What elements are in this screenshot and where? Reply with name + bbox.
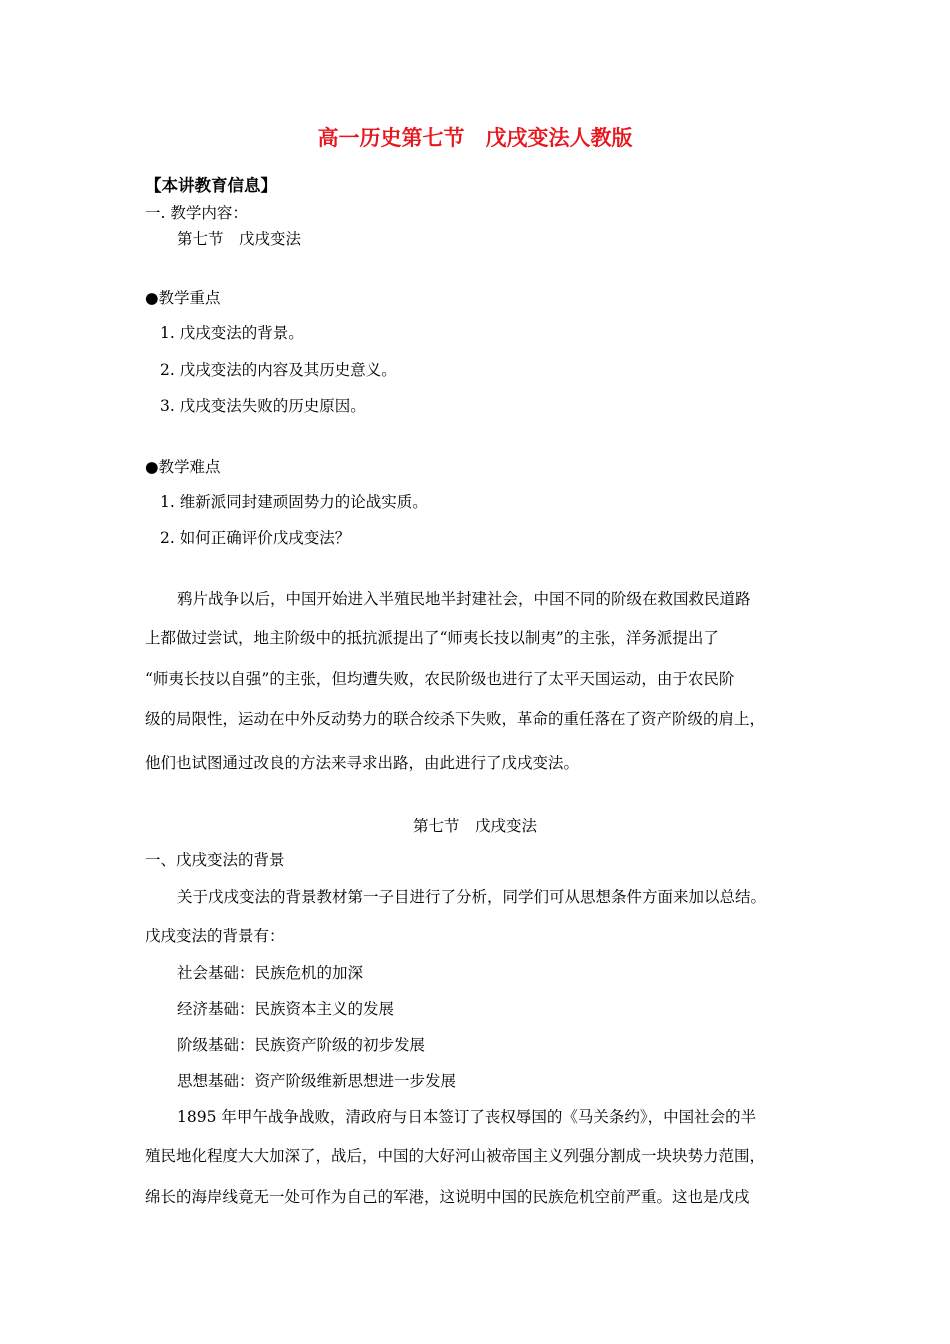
difficult-point-item: 1. 维新派同封建顽固势力的论战实质。	[160, 493, 428, 511]
key-point-item: 1. 戊戌变法的背景。	[160, 324, 304, 342]
key-point-item: 2. 戊戌变法的内容及其历史意义。	[160, 361, 397, 379]
foundation-item: 社会基础：民族危机的加深	[177, 964, 364, 982]
content-value: 第七节 戊戌变法	[177, 230, 302, 248]
foundation-item: 经济基础：民族资本主义的发展	[177, 1000, 395, 1018]
intro-line: 他们也试图通过改良的方法来寻求出路，由此进行了戊戌变法。	[145, 754, 580, 772]
key-points-header: ●教学重点	[145, 289, 221, 307]
foundation-item: 思想基础：资产阶级维新思想进一步发展	[177, 1072, 457, 1090]
intro-line: 级的局限性，运动在中外反动势力的联合绞杀下失败，革命的重任落在了资产阶级的肩上，	[145, 710, 766, 728]
info-header: 【本讲教育信息】	[145, 176, 277, 195]
intro-line: 鸦片战争以后，中国开始进入半殖民地半封建社会，中国不同的阶级在救国救民道路	[177, 590, 751, 608]
background-line: 戊戌变法的背景有：	[145, 927, 285, 945]
background-line: 关于戊戌变法的背景教材第一子目进行了分析，同学们可从思想条件方面来加以总结。	[177, 888, 767, 906]
body-line: 1895 年甲午战争战败，清政府与日本签订了丧权辱国的《马关条约》，中国社会的半	[177, 1108, 757, 1126]
intro-line: 上都做过尝试，地主阶级中的抵抗派提出了“师夷长技以制夷”的主张，洋务派提出了	[145, 629, 719, 647]
difficult-points-header: ●教学难点	[145, 458, 221, 476]
body-line: 绵长的海岸线竟无一处可作为自己的军港，这说明中国的民族危机空前严重。这也是戊戌	[145, 1188, 750, 1206]
key-point-item: 3. 戊戌变法失败的历史原因。	[160, 397, 366, 415]
difficult-point-item: 2. 如何正确评价戊戌变法？	[160, 529, 351, 547]
foundation-item: 阶级基础：民族资产阶级的初步发展	[177, 1036, 426, 1054]
content-label: 一. 教学内容：	[145, 204, 248, 222]
document-title: 高一历史第七节 戊戌变法人教版	[317, 126, 633, 150]
intro-line: “师夷长技以自强”的主张，但均遭失败，农民阶级也进行了太平天国运动，由于农民阶	[145, 670, 735, 688]
body-line: 殖民地化程度大大加深了，战后，中国的大好河山被帝国主义列强分割成一块块势力范围，	[145, 1147, 766, 1165]
section-heading: 第七节 戊戌变法	[412, 817, 537, 835]
subsection-heading: 一、戊戌变法的背景	[145, 851, 285, 869]
